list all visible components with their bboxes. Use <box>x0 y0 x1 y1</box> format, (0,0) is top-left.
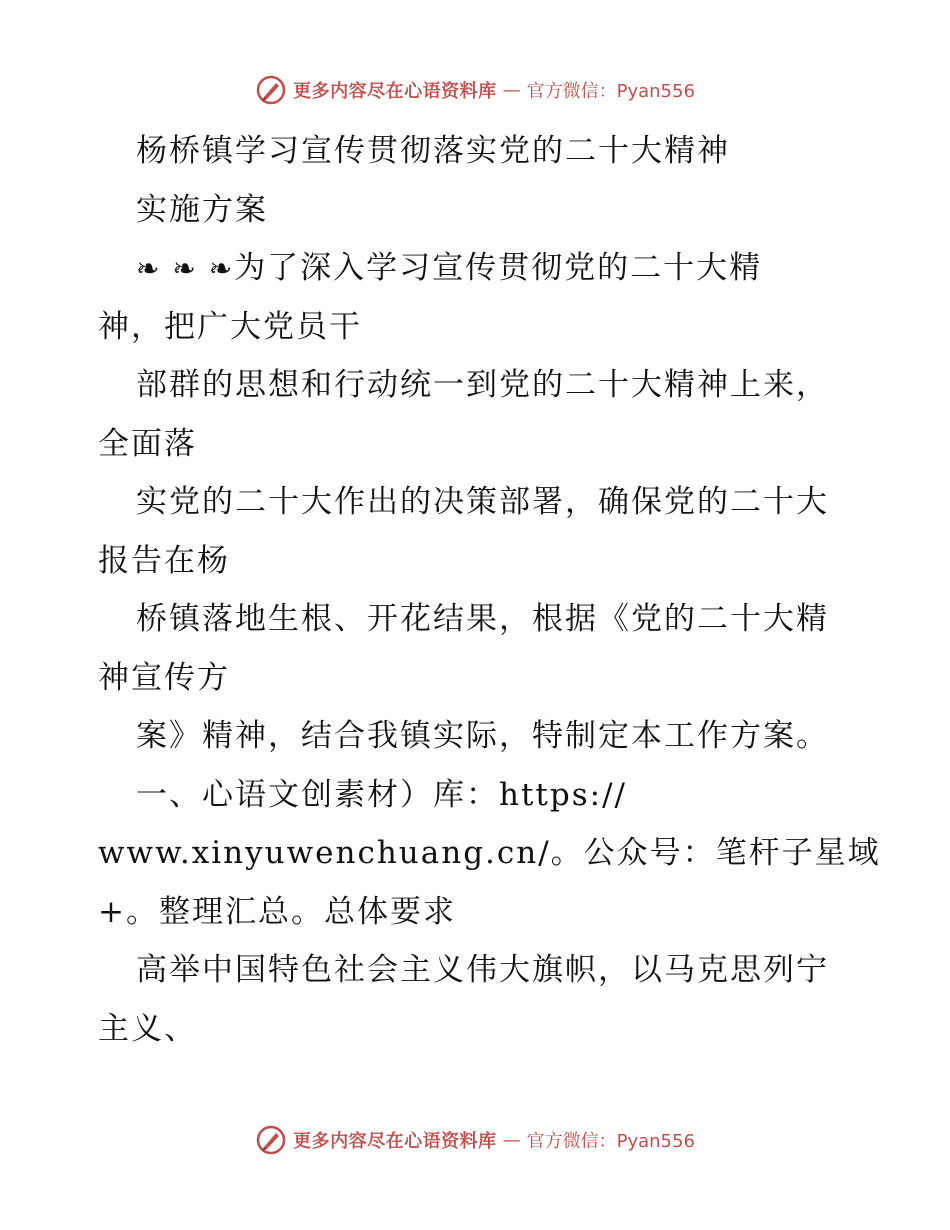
text-line <box>98 532 858 591</box>
text-line-content: www.xinyuwenchuang.cn/。公众号：笔杆子星域 <box>98 835 881 871</box>
header-banner <box>0 70 950 110</box>
text-line-content: 一、心语文创素材）库：https:// <box>136 776 627 813</box>
text-line-content: 实党的二十大作出的决策部署，确保党的二十大 <box>136 484 829 520</box>
text-line-content: 高举中国特色社会主义伟大旗帜，以马克思列宁 <box>136 952 829 988</box>
text-line <box>98 1000 858 1059</box>
banner-separator: — <box>502 79 521 101</box>
text-line-content: 部群的思想和行动统一到党的二十大精神上来， <box>136 367 829 403</box>
text-line <box>98 883 858 942</box>
text-line-content: 神宣传方 <box>98 659 230 696</box>
text-line <box>98 649 858 708</box>
text-line <box>98 356 858 415</box>
text-line-content: 主义、 <box>98 1010 197 1047</box>
text-line-content: +。整理汇总。总体要求 <box>98 893 456 930</box>
text-line-content: 为了深入学习宣传贯彻党的二十大精 <box>234 250 763 286</box>
banner-inner <box>255 74 695 106</box>
text-line-content: 实施方案 <box>136 191 268 228</box>
flourish-ornament-icon: ❧ ❧ ❧ <box>136 252 235 285</box>
text-line <box>98 415 858 474</box>
text-line-content: 桥镇落地生根、开花结果，根据《党的二十大精 <box>136 601 829 637</box>
text-line <box>98 298 858 357</box>
text-line <box>98 590 858 649</box>
document-body <box>98 122 881 1058</box>
banner-text: 更多内容尽在心语资料库 <box>293 81 497 102</box>
text-line <box>98 824 881 883</box>
text-line <box>98 473 858 532</box>
banner-text: 更多内容尽在心语资料库 <box>293 1131 497 1152</box>
text-line-content: 神，把广大党员干 <box>98 308 362 345</box>
text-line-content: 案》精神，结合我镇实际，特制定本工作方案。 <box>136 718 829 754</box>
banner-separator: — <box>502 1129 521 1151</box>
pen-logo-icon <box>255 1124 287 1156</box>
banner-inner <box>255 1124 695 1156</box>
text-line <box>98 766 858 825</box>
footer-banner <box>0 1120 950 1160</box>
text-line-content: 杨桥镇学习宣传贯彻落实党的二十大精神 <box>136 133 730 169</box>
text-line <box>98 122 858 181</box>
pen-logo-icon <box>255 74 287 106</box>
text-line-content: 全面落 <box>98 425 197 462</box>
text-line <box>98 941 858 1000</box>
text-line-content: 报告在杨 <box>98 542 230 579</box>
banner-wechat: 官方微信：Pyan556 <box>526 1131 695 1152</box>
text-line <box>98 239 858 298</box>
text-line <box>98 707 858 766</box>
text-line <box>98 181 858 240</box>
banner-wechat: 官方微信：Pyan556 <box>526 81 695 102</box>
